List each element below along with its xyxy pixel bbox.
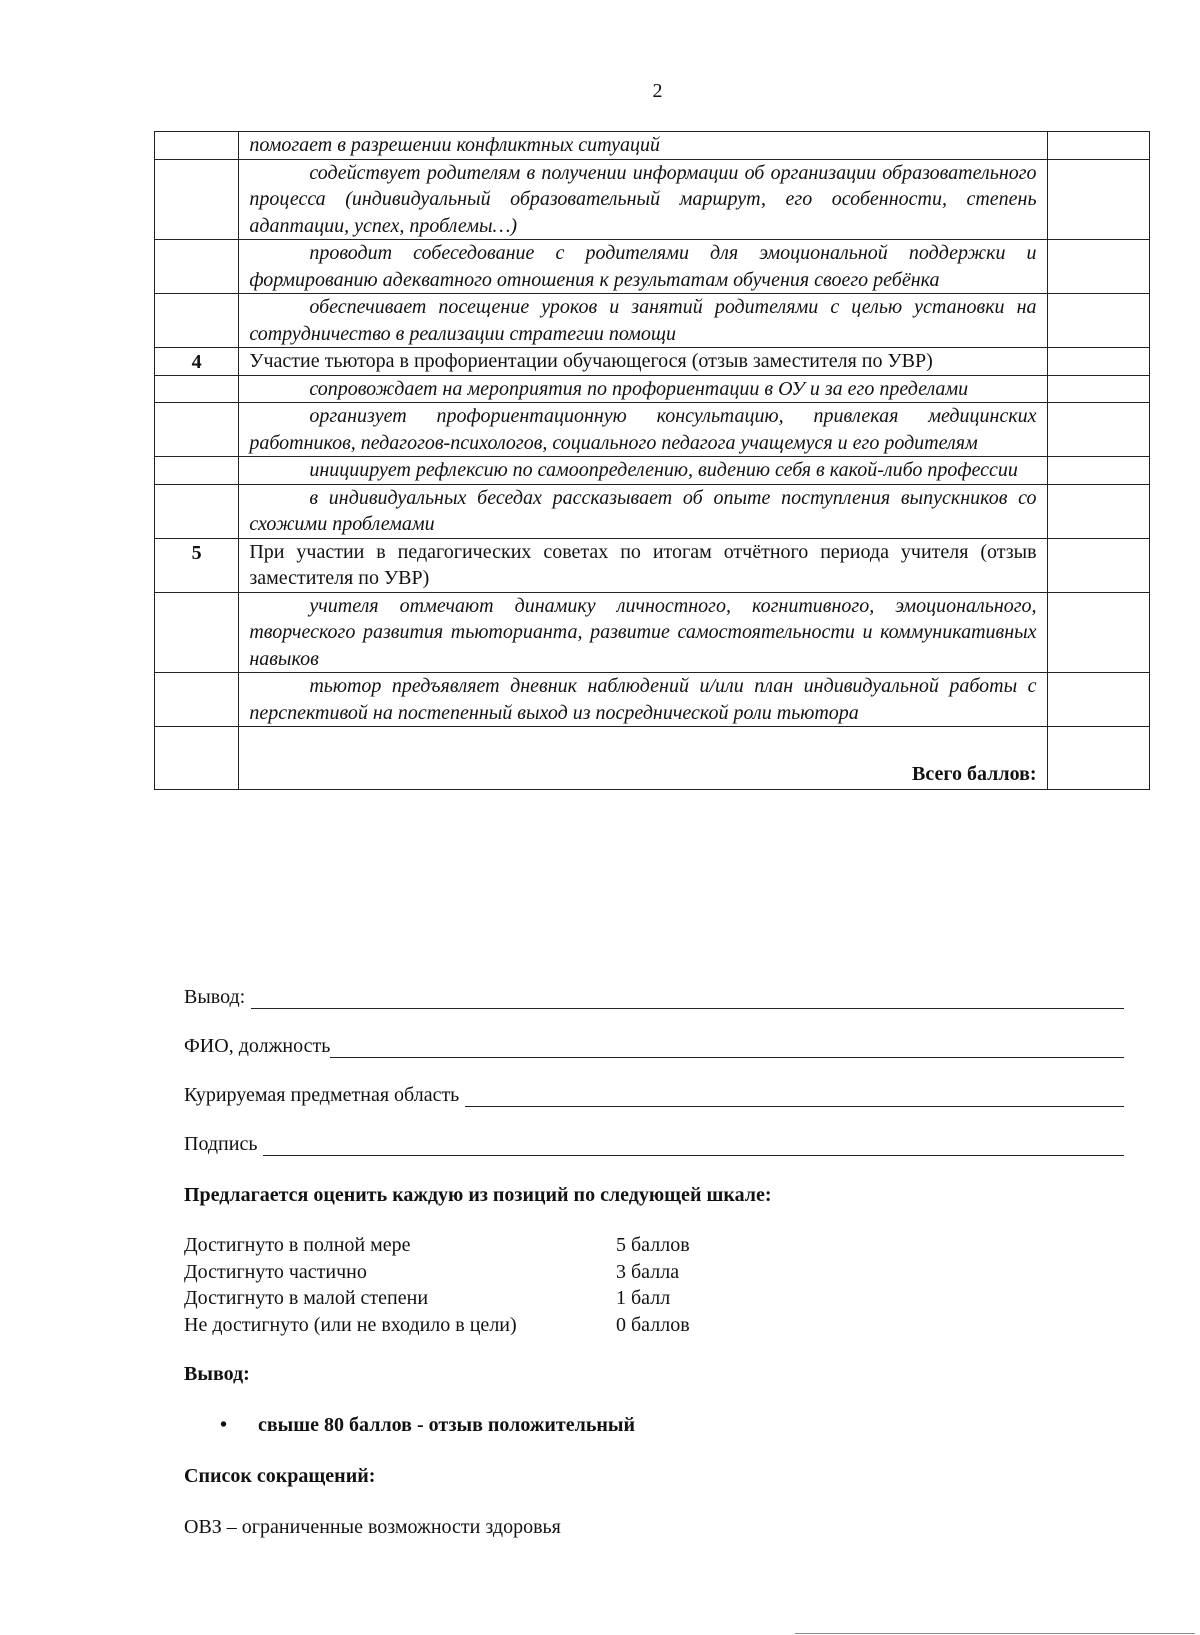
row-number	[155, 159, 239, 240]
scale-points: 0 баллов	[616, 1313, 690, 1336]
total-row	[155, 727, 1150, 790]
total-score-cell[interactable]	[1047, 727, 1149, 790]
table-row	[155, 375, 1150, 403]
scale-row	[184, 1312, 690, 1339]
row-number	[155, 673, 239, 727]
conclusion-field-line[interactable]	[251, 988, 1124, 1009]
conclusion-item	[220, 1414, 635, 1437]
conclusion-field-label: Вывод:	[184, 986, 246, 1008]
total-num-cell	[155, 727, 239, 790]
table-row	[155, 294, 1150, 348]
scale-row	[184, 1259, 690, 1286]
table-row	[155, 240, 1150, 294]
score-cell[interactable]	[1047, 457, 1149, 485]
scale-points: 3 балла	[616, 1260, 680, 1283]
signature-field-label: Подпись	[184, 1133, 258, 1155]
score-cell[interactable]	[1047, 348, 1149, 376]
signature-fields	[184, 985, 1124, 1181]
row-number: 5	[155, 538, 239, 592]
score-cell[interactable]	[1047, 159, 1149, 240]
scale-list	[184, 1232, 690, 1338]
table-row	[155, 403, 1150, 457]
scale-row	[184, 1232, 690, 1259]
bullet-icon: •	[220, 1414, 228, 1436]
score-cell[interactable]	[1047, 592, 1149, 673]
conclusion-field[interactable]	[184, 985, 1124, 1009]
criterion-text: обеспечивает посещение уроков и занятий родителями с целью установки на сотрудничество в реализации стратегии помощи	[239, 294, 1047, 348]
row-number	[155, 132, 239, 160]
criterion-text: учителя отмечают динамику личностного, когнитивного, эмоционального, творческого развития тьюторианта, развитие самостоятельности и коммуникативных навыков	[239, 592, 1047, 673]
table-row	[155, 484, 1150, 538]
name-position-field-line[interactable]	[330, 1037, 1124, 1058]
score-cell[interactable]	[1047, 132, 1149, 160]
criterion-text: При участии в педагогических советах по итогам отчётного периода учителя (отзыв заместителя по УВР)	[239, 538, 1047, 592]
row-number	[155, 592, 239, 673]
table-row	[155, 457, 1150, 485]
table-row	[155, 159, 1150, 240]
criterion-text: тьютор предъявляет дневник наблюдений и/или план индивидуальной работы с перспективой на постепенный выход из посреднической роли тьютора	[239, 673, 1047, 727]
signature-field-line[interactable]	[263, 1135, 1124, 1156]
criterion-text: помогает в разрешении конфликтных ситуаций	[239, 132, 1047, 160]
scale-label: Достигнуто частично	[184, 1260, 367, 1283]
bottom-rule	[795, 1633, 1195, 1634]
criterion-text: сопровождает на мероприятия по профориентации в ОУ и за его пределами	[239, 375, 1047, 403]
table-row	[155, 673, 1150, 727]
page-number: 2	[652, 80, 663, 102]
criterion-text: организует профориентационную консультацию, привлекая медицинских работников, педагогов-психологов, социального педагога учащемуся и его родителям	[239, 403, 1047, 457]
criterion-text: содействует родителям в получении информации об организации образовательного процесса (индивидуальный образовательный маршрут, его особенности, степень адаптации, успех, проблемы…)	[239, 159, 1047, 240]
table-row	[155, 132, 1150, 160]
criterion-text: проводит собеседование с родителями для эмоциональной поддержки и формированию адекватного отношения к результатам обучения своего ребёнка	[239, 240, 1047, 294]
subject-area-field[interactable]	[184, 1083, 1124, 1107]
scale-label: Не достигнуто (или не входило в цели)	[184, 1313, 517, 1336]
table-row	[155, 538, 1150, 592]
score-cell[interactable]	[1047, 375, 1149, 403]
row-number	[155, 240, 239, 294]
scale-points: 5 баллов	[616, 1234, 690, 1256]
score-cell[interactable]	[1047, 538, 1149, 592]
row-number: 4	[155, 348, 239, 376]
score-cell[interactable]	[1047, 484, 1149, 538]
score-cell[interactable]	[1047, 240, 1149, 294]
scale-title: Предлагается оценить каждую из позиций по следующей шкале:	[184, 1184, 772, 1206]
subject-area-field-label: Курируемая предметная область	[184, 1084, 460, 1106]
table-row	[155, 348, 1150, 376]
scale-points: 1 балл	[616, 1287, 671, 1309]
scale-label: Достигнуто в полной мере	[184, 1234, 411, 1256]
criterion-text: Участие тьютора в профориентации обучающегося (отзыв заместителя по УВР)	[239, 348, 1047, 376]
abbreviations-title: Список сокращений:	[184, 1465, 376, 1487]
row-number	[155, 403, 239, 457]
row-number	[155, 457, 239, 485]
row-number	[155, 375, 239, 403]
conclusion-item-text: свыше 80 баллов - отзыв положительный	[258, 1414, 636, 1436]
subject-area-field-line[interactable]	[465, 1086, 1124, 1107]
criteria-table	[154, 131, 1150, 790]
criterion-text: инициирует рефлексию по самоопределению, видению себя в какой-либо профессии	[239, 457, 1047, 485]
name-position-field[interactable]	[184, 1034, 1124, 1058]
scale-label: Достигнуто в малой степени	[184, 1287, 429, 1309]
score-cell[interactable]	[1047, 294, 1149, 348]
abbreviation-item: ОВЗ – ограниченные возможности здоровья	[184, 1516, 561, 1538]
total-label: Всего баллов:	[239, 727, 1047, 790]
row-number	[155, 484, 239, 538]
conclusion-title: Вывод:	[184, 1363, 250, 1385]
score-cell[interactable]	[1047, 403, 1149, 457]
table-row	[155, 592, 1150, 673]
scale-row	[184, 1285, 690, 1312]
row-number	[155, 294, 239, 348]
name-position-field-label: ФИО, должность	[184, 1035, 331, 1057]
score-cell[interactable]	[1047, 673, 1149, 727]
criterion-text: в индивидуальных беседах рассказывает об опыте поступления выпускников со схожими проблемами	[239, 484, 1047, 538]
signature-field[interactable]	[184, 1132, 1124, 1156]
